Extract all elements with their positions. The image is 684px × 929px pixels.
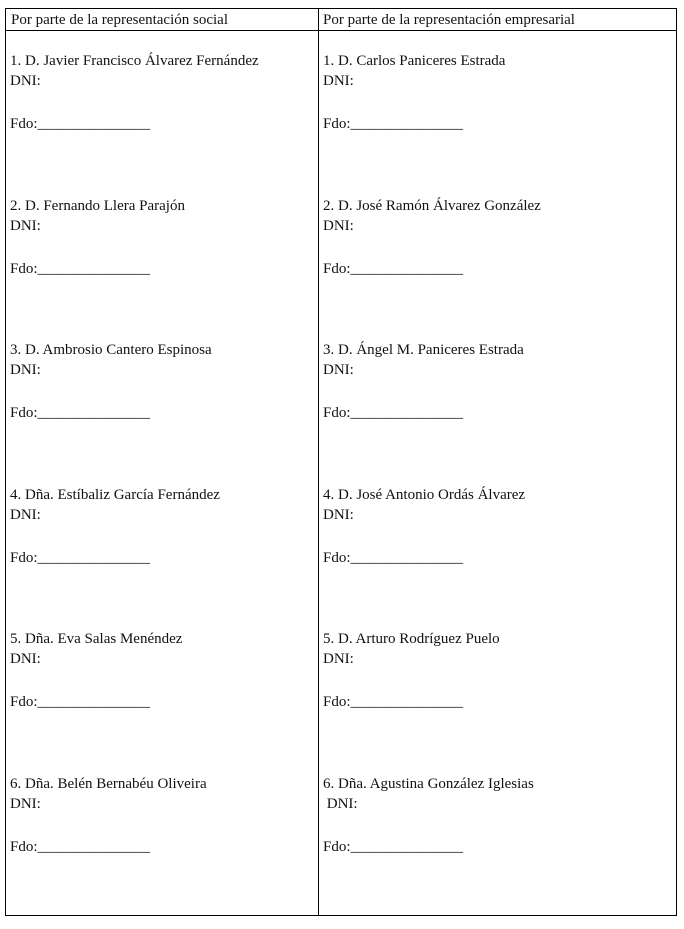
signatory-name: 2. D. Fernando Llera Parajón xyxy=(10,197,185,214)
signatory-name: 5. D. Arturo Rodríguez Puelo xyxy=(323,631,500,648)
signature-line: Fdo:_______________ xyxy=(323,549,464,566)
header-social: Por parte de la representación social xyxy=(11,12,228,28)
dni-label: DNI: xyxy=(323,796,358,812)
signatory-name: 1. D. Carlos Paniceres Estrada xyxy=(323,53,506,69)
signatory-name: 6. Dña. Agustina González Iglesias xyxy=(323,776,534,792)
dni-label: DNI: xyxy=(10,73,41,89)
dni-label: DNI: xyxy=(10,362,41,379)
signatory-name: 5. Dña. Eva Salas Menéndez xyxy=(10,631,183,648)
signatory-name: 6. Dña. Belén Bernabéu Oliveira xyxy=(10,776,207,792)
signatory-name: 4. D. José Antonio Ordás Álvarez xyxy=(323,486,526,503)
signatory-entry xyxy=(10,196,185,277)
signature-line: Fdo:_______________ xyxy=(323,405,464,422)
header-empresarial: Por parte de la representación empresarial xyxy=(323,12,575,28)
signature-line: Fdo:_______________ xyxy=(10,839,151,855)
header-divider xyxy=(6,30,676,31)
signatory-entry xyxy=(323,485,526,566)
signatory-name: 3. D. Ambrosio Cantero Espinosa xyxy=(10,342,212,359)
signatory-entry xyxy=(10,629,183,711)
signatory-entry xyxy=(10,774,207,855)
signatory-name: 4. Dña. Estíbaliz García Fernández xyxy=(10,486,220,503)
signature-line: Fdo:_______________ xyxy=(10,549,151,566)
dni-label: DNI: xyxy=(323,217,354,234)
signatory-entry xyxy=(323,196,541,277)
signatory-entry xyxy=(323,774,534,855)
signatory-name: 1. D. Javier Francisco Álvarez Fernández xyxy=(10,53,259,69)
signature-line: Fdo:_______________ xyxy=(323,839,464,855)
signature-line: Fdo:_______________ xyxy=(10,694,151,711)
column-divider xyxy=(318,9,319,915)
dni-label: DNI: xyxy=(10,796,41,812)
signature-line: Fdo:_______________ xyxy=(323,116,464,132)
dni-label: DNI: xyxy=(323,362,354,379)
signatory-entry xyxy=(323,51,506,132)
signatory-entry xyxy=(10,485,220,566)
dni-label: DNI: xyxy=(323,506,354,523)
signatory-entry xyxy=(10,51,259,132)
signatory-name: 2. D. José Ramón Álvarez González xyxy=(323,197,541,214)
signature-line: Fdo:_______________ xyxy=(10,405,151,422)
dni-label: DNI: xyxy=(10,506,41,523)
signature-line: Fdo:_______________ xyxy=(10,116,151,132)
signatory-name: 3. D. Ángel M. Paniceres Estrada xyxy=(323,342,524,359)
signatory-entry xyxy=(10,340,212,422)
dni-label: DNI: xyxy=(10,217,41,234)
dni-label: DNI: xyxy=(10,651,41,668)
signature-line: Fdo:_______________ xyxy=(323,260,464,277)
dni-label: DNI: xyxy=(323,651,354,668)
signatory-entry xyxy=(323,340,524,422)
dni-label: DNI: xyxy=(323,73,354,89)
signature-line: Fdo:_______________ xyxy=(10,260,151,277)
signature-line: Fdo:_______________ xyxy=(323,694,464,711)
signatory-entry xyxy=(323,629,500,711)
